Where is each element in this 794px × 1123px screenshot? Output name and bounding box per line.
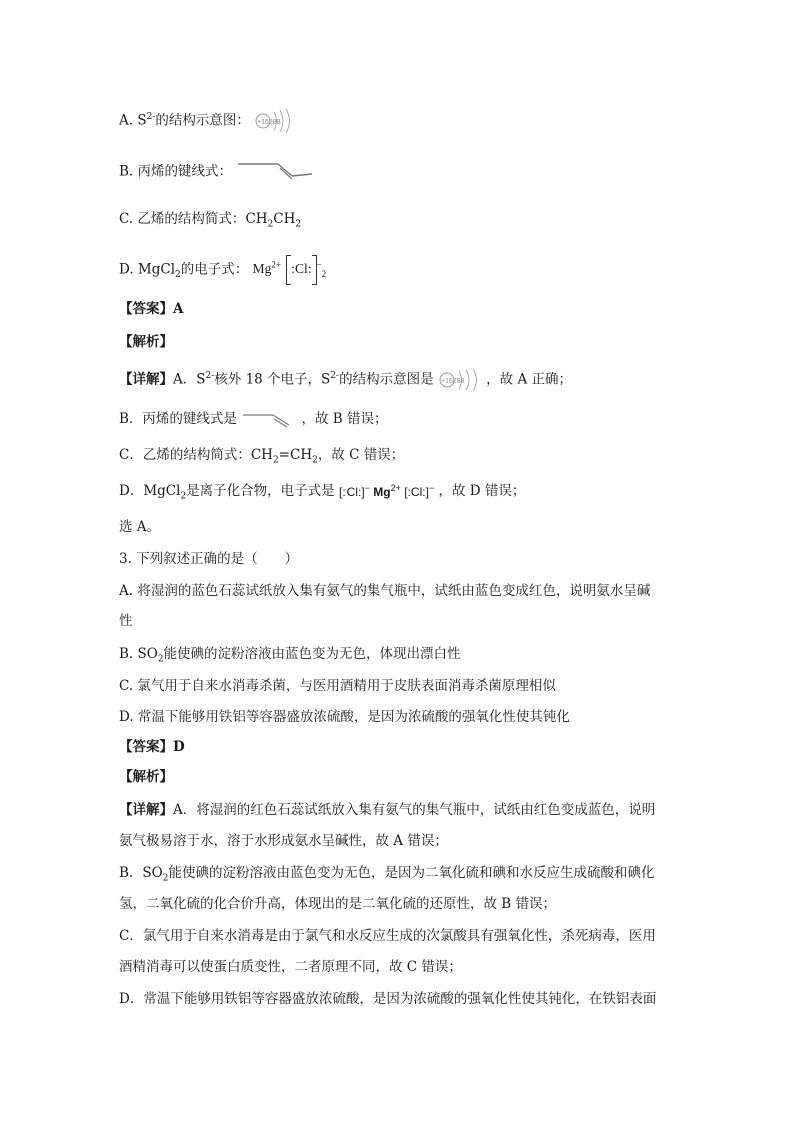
text: D．MgCl <box>119 483 181 499</box>
text: 是离子化合物，电子式是 <box>186 483 335 499</box>
text: ，故 A 正确； <box>486 371 573 388</box>
detail-label: 【详解】 <box>119 802 173 818</box>
option-c <box>119 210 301 228</box>
text: B．SO <box>119 865 163 881</box>
option-d-rest: 的电子式： <box>180 261 249 278</box>
cl-symbol: :Cl: <box>291 261 312 277</box>
cl-charge: − <box>316 259 322 270</box>
detail-b-q2 <box>119 410 388 429</box>
mgcl2-electron-formula <box>253 255 327 285</box>
text: A．S <box>173 371 206 388</box>
text: 的结构示意图是 <box>339 371 434 388</box>
formula-sub: 2 <box>295 219 302 230</box>
formula-sub: 2 <box>175 270 181 281</box>
formula-part: CH <box>245 211 268 227</box>
analysis-label-q3: 【解析】 <box>119 769 173 785</box>
formula-sub: 2 <box>267 219 274 230</box>
text: C．乙烯的结构简式：CH <box>119 447 273 463</box>
answer-label-q3: 【答案】D <box>119 739 185 755</box>
question-3-option-b <box>119 645 461 663</box>
detail-c-q3-line2: 酒精消毒可以使蛋白质变性，二者原理不同，故 C 错误； <box>119 959 462 975</box>
cl-symbol: Cl <box>346 484 358 499</box>
answer-label-q2: 【答案】A <box>119 301 184 317</box>
question-3-stem: 3. 下列叙述正确的是（ ） <box>119 551 299 567</box>
text: B．丙烯的键线式是 <box>119 411 237 427</box>
sub: 2 <box>312 455 318 466</box>
diagram-label: +16288 <box>257 119 281 126</box>
cl-count: 2 <box>321 268 327 279</box>
question-3-option-d: D. 常温下能够用铁铝等容器盛放浓硫酸，是因为浓硫酸的强氧化性使其钝化 <box>119 709 570 725</box>
sulfur-ion-structure-diagram <box>438 368 482 392</box>
detail-b-q3-line2: 氢，二氧化硫的化合价升高，体现出的是二氧化硫的还原性，故 B 错误； <box>119 896 557 912</box>
propene-skeletal-formula <box>236 160 316 184</box>
analysis-label-q2: 【解析】 <box>119 334 173 350</box>
sub: 2 <box>180 491 187 502</box>
question-3-option-c: C. 氯气用于自来水消毒杀菌，与医用酒精用于皮肤表面消毒杀菌原理相似 <box>119 678 556 694</box>
detail-a-q2 <box>119 368 572 392</box>
sub: 2 <box>272 455 279 466</box>
mg-charge: 2+ <box>271 259 281 270</box>
mg-symbol: Mg <box>373 484 391 499</box>
sulfur-ion-structure-diagram <box>254 108 294 134</box>
mg-charge: 2+ <box>390 482 401 493</box>
text: =CH <box>278 447 313 463</box>
choose-q2: 选 A。 <box>119 519 161 535</box>
question-3-option-a-line2: 性 <box>119 613 133 629</box>
sup: 2- <box>330 371 340 381</box>
option-a-sup: 2- <box>146 112 156 122</box>
option-d <box>119 255 326 285</box>
detail-label: 【详解】 <box>119 371 173 388</box>
propene-skeletal-formula <box>241 411 297 429</box>
detail-d-q2 <box>119 482 525 501</box>
option-a <box>119 108 294 134</box>
text: 核外 18 个电子，S <box>214 371 331 388</box>
option-a-prefix: A. S <box>119 112 147 129</box>
option-b-text: B. 丙烯的键线式： <box>119 163 233 180</box>
option-a-rest: 的结构示意图： <box>155 112 250 129</box>
sub: 2 <box>157 654 164 665</box>
sub: 2 <box>162 873 169 884</box>
text: A．将湿润的红色石蕊试纸放入集有氨气的集气瓶中，试纸由红色变成蓝色，说明 <box>173 802 656 818</box>
formula-part: CH <box>273 211 296 227</box>
text: ，故 B 错误； <box>301 411 388 427</box>
cl-symbol: Cl <box>410 484 423 499</box>
detail-d-q3-line1: D．常温下能够用铁铝等容器盛放浓硫酸，是因为浓硫酸的强氧化性使其钝化，在铁铝表面 <box>119 991 657 1007</box>
detail-c-q3-line1: C．氯气用于自来水消毒是由于氯气和水反应生成的次氯酸具有强氧化性，杀死病毒，医用 <box>119 928 656 944</box>
option-d-prefix: D. MgCl <box>119 261 176 278</box>
text: 能使碘的淀粉溶液由蓝色变为无色，体现出漂白性 <box>163 646 461 662</box>
sup: 2- <box>205 371 215 381</box>
mgcl2-ionic-electron-formula: [:Cl:]− $Mg^{2+}$ [:Cl:]− <box>338 482 435 499</box>
text: 能使碘的淀粉溶液由蓝色变为无色，是因为二氧化硫和碘和水反应生成硫酸和碘化 <box>168 865 655 881</box>
text: B. SO <box>119 646 158 662</box>
detail-c-q2 <box>119 446 404 464</box>
detail-a-q3-line1 <box>119 801 655 819</box>
option-b <box>119 160 316 184</box>
detail-b-q3-line1 <box>119 864 654 882</box>
option-c-prefix: C. 乙烯的结构简式： <box>119 211 246 227</box>
text: ，故 C 错误； <box>317 447 405 463</box>
detail-a-q3-line2: 氨气极易溶于水，溶于水形成氨水呈碱性，故 A 错误； <box>119 833 448 849</box>
mg-symbol: Mg <box>252 261 272 277</box>
diagram-label: +16288 <box>440 378 465 385</box>
text: ，故 D 错误； <box>438 483 526 499</box>
question-3-option-a-line1: A. 将湿润的蓝色石蕊试纸放入集有氨气的集气瓶中，试纸由蓝色变成红色，说明氨水呈碱 <box>119 583 651 599</box>
